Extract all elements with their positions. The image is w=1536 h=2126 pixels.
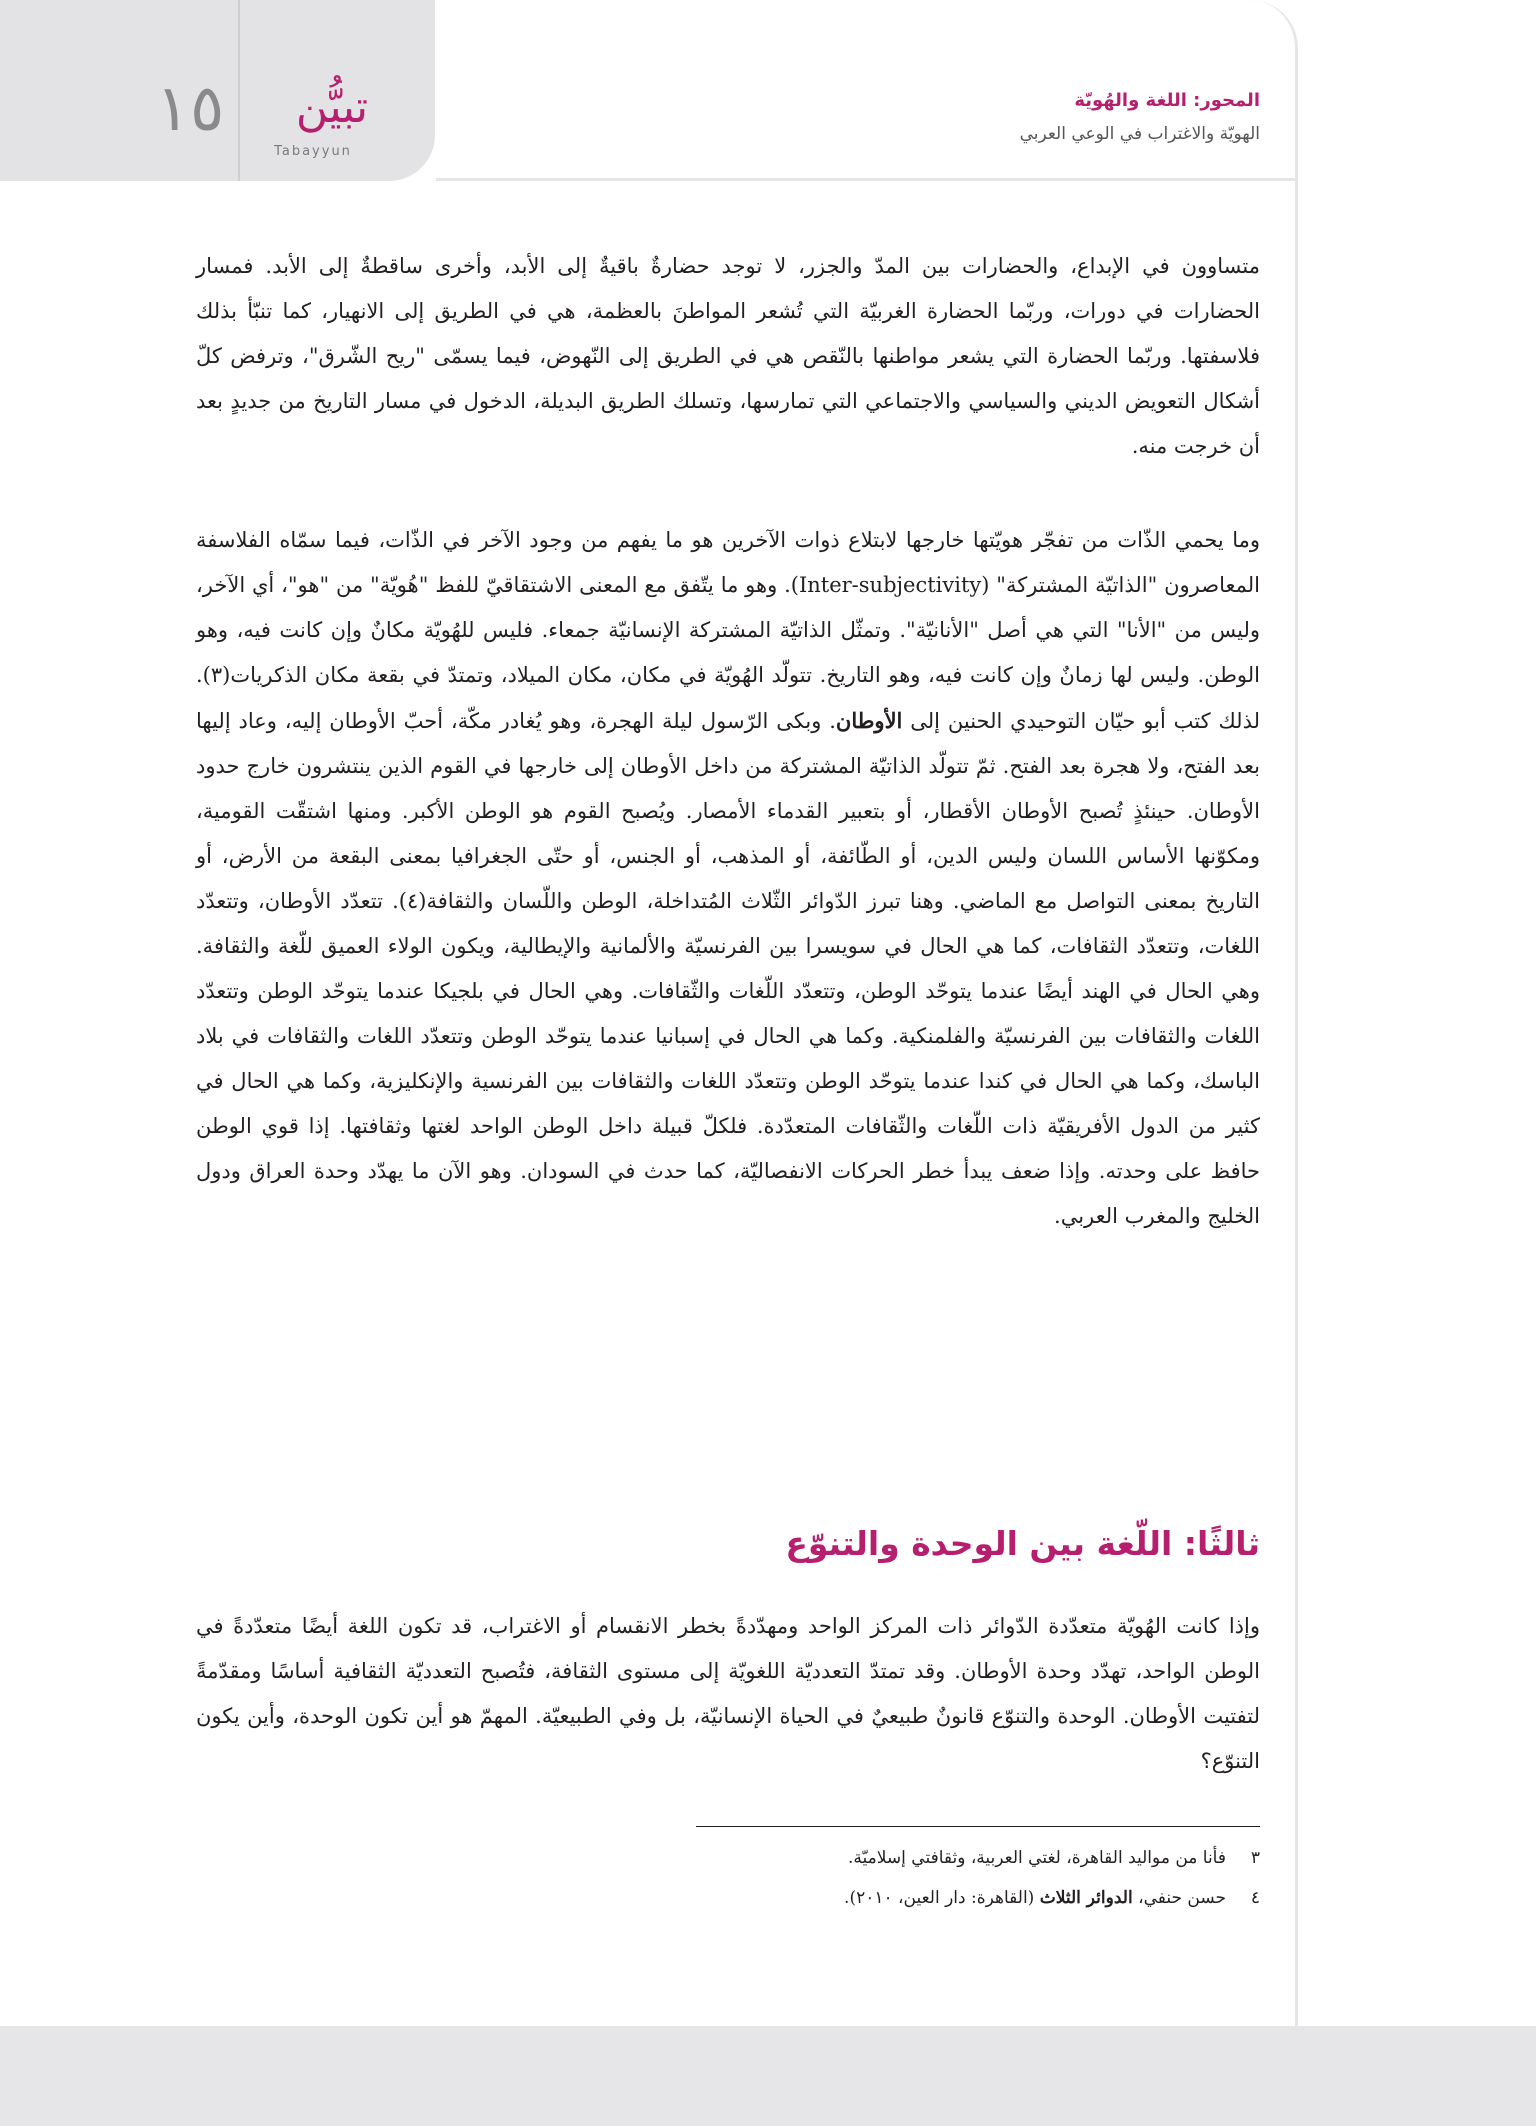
footnote-number: ٤ [1250,1888,1260,1908]
section-heading: ثالثًا: اللّغة بين الوحدة والتنوّع [785,1524,1260,1563]
bottom-band [0,2026,1536,2126]
footnote-item [196,1838,1260,1878]
paragraph-3: وإذا كانت الهُويّة متعدّدة الدّوائر ذات المركز الواحد ومهدّدةً بخطر الانقسام أو الاغتراب، قد تكون اللغة أيضًا متعدّدةً في الوطن الواحد، تهدّد وحدة الأوطان. وقد تمتدّ التعدديّة اللغويّة إلى مستوى الثقافة، فتُصبح التعدديّة الثقافية أساسًا ومقدّمةً لتفتيت الأوطان. الوحدة والتنوّع قانونٌ طبيعيٌ في الحياة الإنسانيّة، بل وفي الطبيعيّة. المهمّ هو أين تكون الوحدة، وأين يكون التنوّع؟ [196,1614,1260,1773]
header-rule [436,178,1298,181]
paragraph-2 [196,518,1260,1239]
tabayyun-logo [258,66,406,172]
footnote-text-end: (القاهرة: دار العين، ٢٠١٠). [844,1888,1040,1908]
axis-label: المحور: اللغة والهُويّة [1074,90,1260,111]
page-number: ١٥ [155,72,225,146]
footnote-item [196,1878,1260,1918]
paragraph-2-part-a: وما يحمي الذّات من تفجّر هويّتها خارجها لابتلاع ذوات الآخرين هو ما يفهم من وجود الآخر في الذّات، فيما سمّاه الفلاسفة المعاصرون "الذاتيّة المشتركة" (Inter-subjectivity). وهو ما يتّفق مع المعنى الاشتقاقيّ للفظ "هُويّة" من "هو"، أي الآخر، وليس من "الأنا" التي هي أصل "الأنانيّة". وتمثّل الذاتيّة المشتركة الإنسانيّة جمعاء. فليس للهُويّة مكانٌ وإن كانت فيه، وهو الوطن. وليس لها زمانٌ وإن كانت فيه، وهو التاريخ. تتولّد الهُويّة في مكان، مكان الميلاد، وتمتدّ في بقعة مكان الذكريات(٣). لذلك كتب أبو حيّان التوحيدي الحنين إلى [196,528,1260,733]
logo-arabic-wordmark: تبيُّن [295,82,369,133]
footnote-number: ٣ [1250,1848,1260,1868]
footnote-text: فأنا من مواليد القاهرة، لغتي العربية، وثقافتي إسلاميّة. [848,1848,1226,1868]
running-head [1020,88,1260,154]
header-corner-divider [238,0,240,181]
footnote-text: حسن حنفي، [1132,1888,1226,1908]
footnote-book-title: الدوائر الثلاث [1039,1888,1133,1908]
footnote-rule [696,1826,1260,1827]
paragraph-2-part-b: . وبكى الرّسول ليلة الهجرة، وهو يُغادر مكّة، أحبّ الأوطان إليه، وعاد إليها بعد الفتح، ولا هجرة بعد الفتح. ثمّ تتولّد الذاتيّة المشتركة من داخل الأوطان إلى خارجها في القوم الذين ينتشرون خارج حدود الأوطان. حينئذٍ تُصبح الأوطان الأقطار، أو بتعبير القدماء الأمصار. ويُصبح القوم هو الوطن الأكبر. ومنها اشتقّت القومية، ومكوّنها الأساس اللسان وليس الدين، أو الطّائفة، أو المذهب، أو الجنس، أو حتّى الجغرافيا بمعنى البقعة من الأرض، أو التاريخ بمعنى التواصل مع الماضي. وهنا تبرز الدّوائر الثّلاث المُتداخلة، الوطن واللّسان والثقافة(٤). تتعدّد الأوطان، وتتعدّد اللغات، وتتعدّد الثقافات، كما هي الحال في سويسرا بين الفرنسيّة والألمانية والإيطالية، ويكون الولاء العميق للّغة والثقافة. وهي الحال في الهند أيضًا عندما يتوحّد الوطن، وتتعدّد اللّغات والثّقافات. وهي الحال في بلجيكا عندما يتوحّد الوطن وتتعدّد اللغات والثقافات بين الفرنسيّة والفلمنكية. وكما هي الحال في إسبانيا عندما يتوحّد الوطن وتتعدّد اللغات والثقافات في بلاد الباسك، وكما هي الحال في كندا عندما يتوحّد الوطن وتتعدّد اللغات والثقافات بين الفرنسية والإنكليزية، وكما هي الحال في كثير من الدول الأفريقيّة ذات اللّغات والثّقافات المتعدّدة. فلكلّ قبيلة داخل الوطن الواحد لغتها وثقافتها. إذا قوي الوطن حافظ على وحدته. وإذا ضعف يبدأ خطر الحركات الانفصاليّة، كما حدث في السودان. وهو الآن ما يهدّد وحدة العراق ودول الخليج والمغرب العربي. [196,709,1260,1228]
article-title: الهويّة والاغتراب في الوعي العربي [1019,124,1260,144]
logo-latin-wordmark: Tabayyun [274,144,352,159]
paragraph-1: متساوون في الإبداع، والحضارات بين المدّ والجزر، لا توجد حضارةٌ باقيةٌ إلى الأبد، وأخرى ساقطةٌ إلى الأبد. فمسار الحضارات في دورات، وربّما الحضارة الغربيّة التي تُشعر المواطنَ بالعظمة، هي في الطريق إلى الانهيار، كما تنبّأ بذلك فلاسفتها. وربّما الحضارة التي يشعر مواطنها بالنّقص هي في الطريق إلى النّهوض، فيما يسمّى "ريح الشّرق"، وترفض كلّ أشكال التعويض الديني والسياسي والاجتماعي التي تمارسها، وتسلك الطريق البديلة، الدخول في مسار التاريخ من جديدٍ بعد أن خرجت منه. [196,254,1260,458]
paragraph-2-bold-title: الأوطان [835,708,903,733]
footnotes [196,1838,1260,1918]
